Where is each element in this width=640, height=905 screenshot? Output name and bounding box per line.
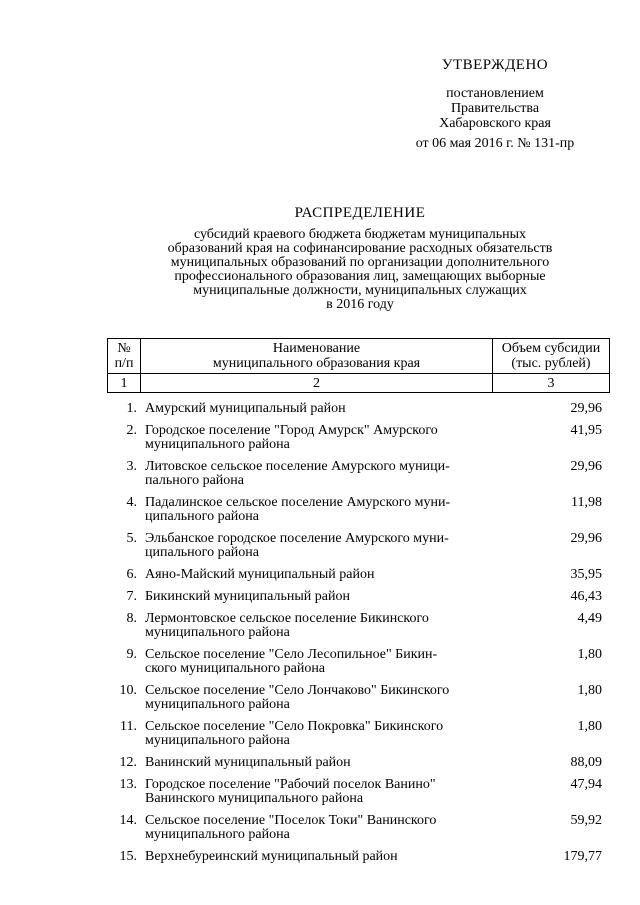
row-name	[145, 496, 475, 524]
row-name-line: ципального района	[145, 545, 259, 560]
row-number: 10.	[119, 683, 137, 698]
row-name-line: Ванинский муниципальный район	[145, 755, 351, 770]
title-line: образований края на софинансирование расходных обязательств	[167, 241, 553, 256]
row-number: 7.	[126, 589, 137, 604]
row-name-line: Падалинское сельское поселение Амурского муни-	[145, 495, 451, 510]
row-amount: 46,43	[570, 589, 602, 604]
row-number: 1.	[126, 401, 137, 416]
table-row	[107, 529, 610, 565]
row-amount: 1,80	[577, 683, 602, 698]
row-number: 4.	[126, 495, 137, 510]
table-row	[107, 717, 610, 753]
row-number: 3.	[126, 459, 137, 474]
row-number: 5.	[126, 531, 137, 546]
row-name-line: Лермонтовское сельское поселение Бикинского	[145, 611, 429, 626]
row-number: 13.	[119, 777, 137, 792]
row-name	[145, 648, 475, 676]
row-name-line: Сельское поселение "Село Покровка" Бикинского	[145, 719, 444, 734]
row-name-line: Сельское поселение "Поселок Токи" Ванинского	[145, 813, 437, 828]
row-number: 15.	[119, 849, 137, 864]
table-row	[107, 493, 610, 529]
row-amount: 29,96	[570, 459, 602, 474]
row-name-line: Бикинский муниципальный район	[145, 589, 350, 604]
header-number	[108, 339, 141, 374]
header-name	[141, 339, 493, 374]
approval-stamp	[395, 58, 595, 151]
row-name-line: Литовское сельское поселение Амурского муници-	[145, 459, 450, 474]
row-name-line: Верхнебуреинский муниципальный район	[145, 849, 398, 864]
table-row	[107, 811, 610, 847]
table-row	[107, 753, 610, 775]
row-name-line: пального района	[145, 473, 244, 488]
row-number: 14.	[119, 813, 137, 828]
row-amount: 59,92	[570, 813, 602, 828]
row-number: 2.	[126, 423, 137, 438]
title-line: муниципальных образований по организации дополнительного	[170, 255, 550, 270]
row-name-line: Городское поселение "Рабочий поселок Ванино"	[145, 777, 436, 792]
row-name-line: Городское поселение "Город Амурск" Амурского	[145, 423, 438, 438]
row-number: 6.	[126, 567, 137, 582]
header-number-line1: №	[117, 341, 131, 356]
row-name	[145, 590, 475, 604]
approval-line: Правительства	[450, 101, 540, 116]
table-row	[107, 609, 610, 645]
title-line: в 2016 году	[326, 297, 394, 312]
header-name-line1: Наименование	[272, 341, 361, 356]
row-amount: 11,98	[571, 495, 602, 510]
row-name-line: Амурский муниципальный район	[145, 401, 346, 416]
row-number: 8.	[126, 611, 137, 626]
table-header	[107, 338, 610, 393]
row-amount: 1,80	[577, 719, 602, 734]
row-name-line: Эльбанское городское поселение Амурского муни-	[145, 531, 449, 546]
row-name	[145, 612, 475, 640]
row-name	[145, 532, 475, 560]
row-name	[145, 568, 475, 582]
row-name	[145, 424, 475, 452]
row-amount: 179,77	[563, 849, 602, 864]
document-title: РАСПРЕДЕЛЕНИЕ	[294, 205, 426, 221]
row-number: 9.	[126, 647, 137, 662]
row-name	[145, 814, 475, 842]
title-line: профессионального образования лиц, замещающих выборные	[174, 269, 546, 284]
row-name	[145, 402, 475, 416]
row-amount: 29,96	[570, 531, 602, 546]
row-name-line: муниципального района	[145, 827, 290, 842]
table-row	[107, 421, 610, 457]
title-line: муниципальные должности, муниципальных служащих	[193, 283, 527, 298]
approval-date: от 06 мая 2016 г. № 131-пр	[415, 136, 575, 151]
header-amount	[493, 339, 610, 374]
document-title-block	[120, 205, 600, 312]
row-name-line: муниципального района	[145, 437, 290, 452]
row-amount: 4,49	[577, 611, 602, 626]
table-row	[107, 681, 610, 717]
header-amount-line1: Объем субсидии	[501, 341, 601, 356]
row-name	[145, 684, 475, 712]
table-row	[107, 399, 610, 421]
row-amount: 88,09	[570, 755, 602, 770]
row-name-line: муниципального района	[145, 733, 290, 748]
row-name-line: Ванинского муниципального района	[145, 791, 364, 806]
row-amount: 41,95	[570, 423, 602, 438]
table-row	[107, 587, 610, 609]
row-name-line: Сельское поселение "Село Лончаково" Бикинского	[145, 683, 450, 698]
table-row	[107, 775, 610, 811]
row-amount: 1,80	[577, 647, 602, 662]
table-row	[107, 645, 610, 681]
row-amount: 47,94	[570, 777, 602, 792]
row-name-line: ципального района	[145, 509, 259, 524]
row-name-line: ского муниципального района	[145, 661, 326, 676]
row-number: 12.	[119, 755, 137, 770]
row-name	[145, 756, 475, 770]
table-body	[107, 399, 610, 869]
row-name-line: муниципального района	[145, 697, 290, 712]
header-name-line2: муниципального образования края	[212, 356, 421, 371]
row-name	[145, 850, 475, 864]
column-number-3: 3	[493, 374, 610, 393]
table-row	[107, 565, 610, 587]
row-name	[145, 460, 475, 488]
header-amount-line2: (тыс. рублей)	[511, 356, 591, 371]
approval-line: Хабаровского края	[439, 116, 551, 131]
approval-heading: УТВЕРЖДЕНО	[441, 57, 549, 73]
row-name	[145, 720, 475, 748]
row-name-line: Сельское поселение "Село Лесопильное" Бикин-	[145, 647, 438, 662]
table-row	[107, 847, 610, 869]
row-name-line: Аяно-Майский муниципальный район	[145, 567, 375, 582]
row-amount: 29,96	[570, 401, 602, 416]
table-row	[107, 457, 610, 493]
row-amount: 35,95	[570, 567, 602, 582]
column-number-2: 2	[141, 374, 493, 393]
row-number: 11.	[120, 719, 137, 734]
approval-line: постановлением	[446, 86, 544, 101]
header-number-line2: п/п	[114, 356, 134, 371]
row-name-line: муниципального района	[145, 625, 290, 640]
title-line: субсидий краевого бюджета бюджетам муниципальных	[193, 227, 527, 242]
column-number-1: 1	[108, 374, 141, 393]
row-name	[145, 778, 475, 806]
